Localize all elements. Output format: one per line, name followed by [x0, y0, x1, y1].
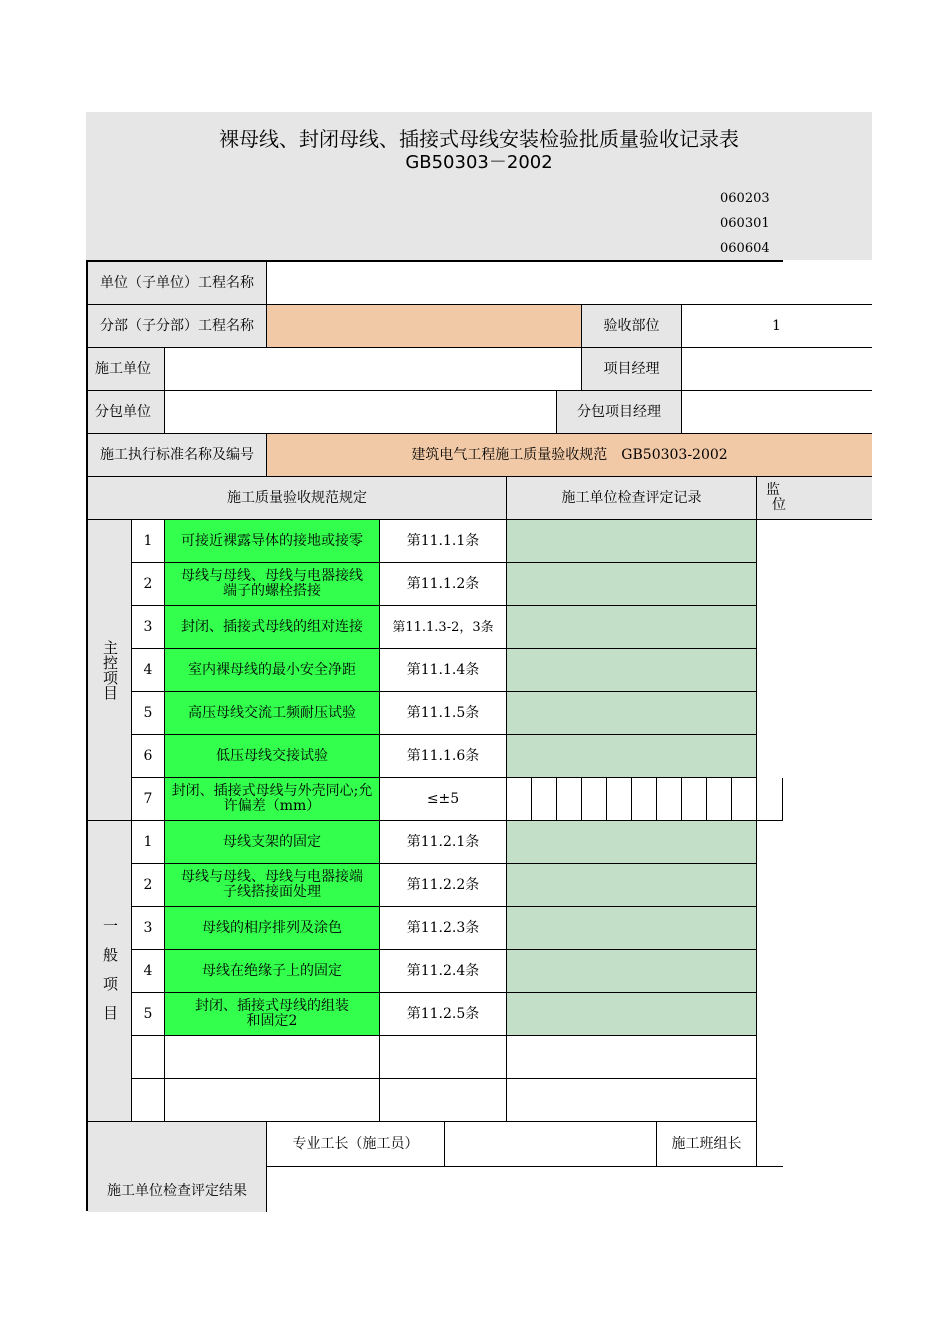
main-item-clause-6: 第11.1.6条 [380, 735, 507, 778]
measurement-cell[interactable] [657, 778, 682, 821]
foreman-label: 专业工长（施工员） [267, 1122, 445, 1167]
main-item-record-3[interactable] [507, 606, 757, 649]
subcontractor-value[interactable] [165, 391, 557, 434]
measurement-cell[interactable] [507, 778, 532, 821]
main-items-label-text: 主控项目 [101, 640, 119, 700]
sub-project-manager-label: 分包项目经理 [557, 391, 682, 434]
team-leader-label: 施工班组长 [657, 1122, 757, 1167]
sub-project-value[interactable] [267, 305, 582, 348]
blank-row-record[interactable] [507, 1079, 757, 1122]
main-item-record-1[interactable] [507, 520, 757, 563]
contractor-value[interactable] [165, 348, 582, 391]
measurement-cell[interactable] [732, 778, 757, 821]
main-item-no-4: 4 [132, 649, 165, 692]
general-item-no-2: 2 [132, 864, 165, 907]
general-item-record-3[interactable] [507, 907, 757, 950]
main-item-clause-5: 第11.1.5条 [380, 692, 507, 735]
spec-header: 施工质量验收规范规定 [88, 477, 507, 520]
inspection-code-2: 060301 [720, 216, 770, 231]
sub-project-manager-value[interactable] [682, 391, 872, 434]
exec-standard-value: 建筑电气工程施工质量验收规范 GB50303-2002 [267, 434, 872, 477]
measurement-cell[interactable] [607, 778, 632, 821]
main-item-name-7: 封闭、插接式母线与外壳同心;允许偏差（mm） [165, 778, 380, 821]
main-item-clause-7: ≤±5 [380, 778, 507, 821]
blank-row-no [132, 1079, 165, 1122]
main-item-name-1: 可接近裸露导体的接地或接零 [165, 520, 380, 563]
general-item-name-4: 母线在绝缘子上的固定 [165, 950, 380, 993]
measurement-cell[interactable] [632, 778, 657, 821]
blank-row-clause[interactable] [380, 1079, 507, 1122]
document-title: 裸母线、封闭母线、插接式母线安装检验批质量验收记录表 [219, 127, 739, 151]
main-item-no-2: 2 [132, 563, 165, 606]
blank-row-clause[interactable] [380, 1036, 507, 1079]
main-item-no-5: 5 [132, 692, 165, 735]
supervisor-column-bottom-line [757, 820, 783, 821]
main-item-name-2: 母线与母线、母线与电器接线端子的螺栓搭接 [165, 563, 380, 606]
main-item-record-5[interactable] [507, 692, 757, 735]
main-item-clause-2: 第11.1.2条 [380, 563, 507, 606]
main-item-no-3: 3 [132, 606, 165, 649]
exec-standard-label: 施工执行标准名称及编号 [88, 434, 267, 477]
main-item-record-4[interactable] [507, 649, 757, 692]
foreman-value[interactable] [445, 1122, 657, 1167]
measurement-cell[interactable] [757, 778, 783, 821]
blank-row-no [132, 1036, 165, 1079]
main-item-name-5: 高压母线交流工频耐压试验 [165, 692, 380, 735]
measurement-cell[interactable] [582, 778, 607, 821]
main-item-clause-3: 第11.1.3-2，3条 [380, 606, 507, 649]
blank-row-item[interactable] [165, 1079, 380, 1122]
general-item-clause-5: 第11.2.5条 [380, 993, 507, 1036]
main-item-record-2[interactable] [507, 563, 757, 606]
general-item-no-4: 4 [132, 950, 165, 993]
general-item-no-5: 5 [132, 993, 165, 1036]
inspection-code-1: 060203 [720, 191, 770, 206]
general-item-name-1: 母线支架的固定 [165, 821, 380, 864]
main-item-no-7: 7 [132, 778, 165, 821]
sub-project-label: 分部（子分部）工程名称 [88, 305, 267, 348]
general-item-clause-2: 第11.2.2条 [380, 864, 507, 907]
result-value[interactable] [267, 1167, 783, 1212]
acceptance-part-value[interactable] [682, 305, 872, 348]
general-item-no-3: 3 [132, 907, 165, 950]
acceptance-part-text: 1 [772, 317, 781, 334]
supervisor-header-line2: 位 [772, 497, 786, 513]
general-item-record-4[interactable] [507, 950, 757, 993]
main-item-clause-1: 第11.1.1条 [380, 520, 507, 563]
unit-project-label: 单位（子单位）工程名称 [88, 262, 267, 305]
main-item-clause-4: 第11.1.4条 [380, 649, 507, 692]
general-item-clause-1: 第11.2.1条 [380, 821, 507, 864]
contractor-label: 施工单位 [88, 348, 165, 391]
project-manager-label: 项目经理 [582, 348, 682, 391]
main-item-no-1: 1 [132, 520, 165, 563]
general-item-record-5[interactable] [507, 993, 757, 1036]
general-item-clause-4: 第11.2.4条 [380, 950, 507, 993]
general-item-clause-3: 第11.2.3条 [380, 907, 507, 950]
general-item-name-5: 封闭、插接式母线的组装和固定2 [165, 993, 380, 1036]
measurement-cell[interactable] [682, 778, 707, 821]
main-items-label [88, 520, 132, 821]
result-label: 施工单位检查评定结果 [107, 1183, 247, 1199]
supervisor-header [757, 477, 872, 520]
general-items-label [88, 821, 132, 1122]
measurement-cell[interactable] [707, 778, 732, 821]
result-label-cell [88, 1122, 267, 1212]
main-item-record-6[interactable] [507, 735, 757, 778]
general-items-label-text: 一般项目 [101, 918, 119, 1034]
general-item-name-2: 母线与母线、母线与电器接端子线搭接面处理 [165, 864, 380, 907]
unit-project-value[interactable] [267, 262, 872, 305]
general-item-no-1: 1 [132, 821, 165, 864]
supervisor-header-line1: 监 [766, 482, 780, 498]
main-item-name-4: 室内裸母线的最小安全净距 [165, 649, 380, 692]
acceptance-part-label: 验收部位 [582, 305, 682, 348]
main-item-name-3: 封闭、插接式母线的组对连接 [165, 606, 380, 649]
record-header: 施工单位检查评定记录 [507, 477, 757, 520]
blank-row-record[interactable] [507, 1036, 757, 1079]
standard-code: GB50303－2002 [405, 152, 553, 173]
general-item-record-1[interactable] [507, 821, 757, 864]
team-leader-value[interactable] [757, 1122, 783, 1167]
main-item-no-6: 6 [132, 735, 165, 778]
project-manager-value[interactable] [682, 348, 872, 391]
general-item-record-2[interactable] [507, 864, 757, 907]
measurement-cell[interactable] [532, 778, 557, 821]
inspection-code-3: 060604 [720, 241, 770, 256]
main-item-name-6: 低压母线交接试验 [165, 735, 380, 778]
general-item-name-3: 母线的相序排列及涂色 [165, 907, 380, 950]
blank-row-item[interactable] [165, 1036, 380, 1079]
measurement-cell[interactable] [557, 778, 582, 821]
subcontractor-label: 分包单位 [88, 391, 165, 434]
